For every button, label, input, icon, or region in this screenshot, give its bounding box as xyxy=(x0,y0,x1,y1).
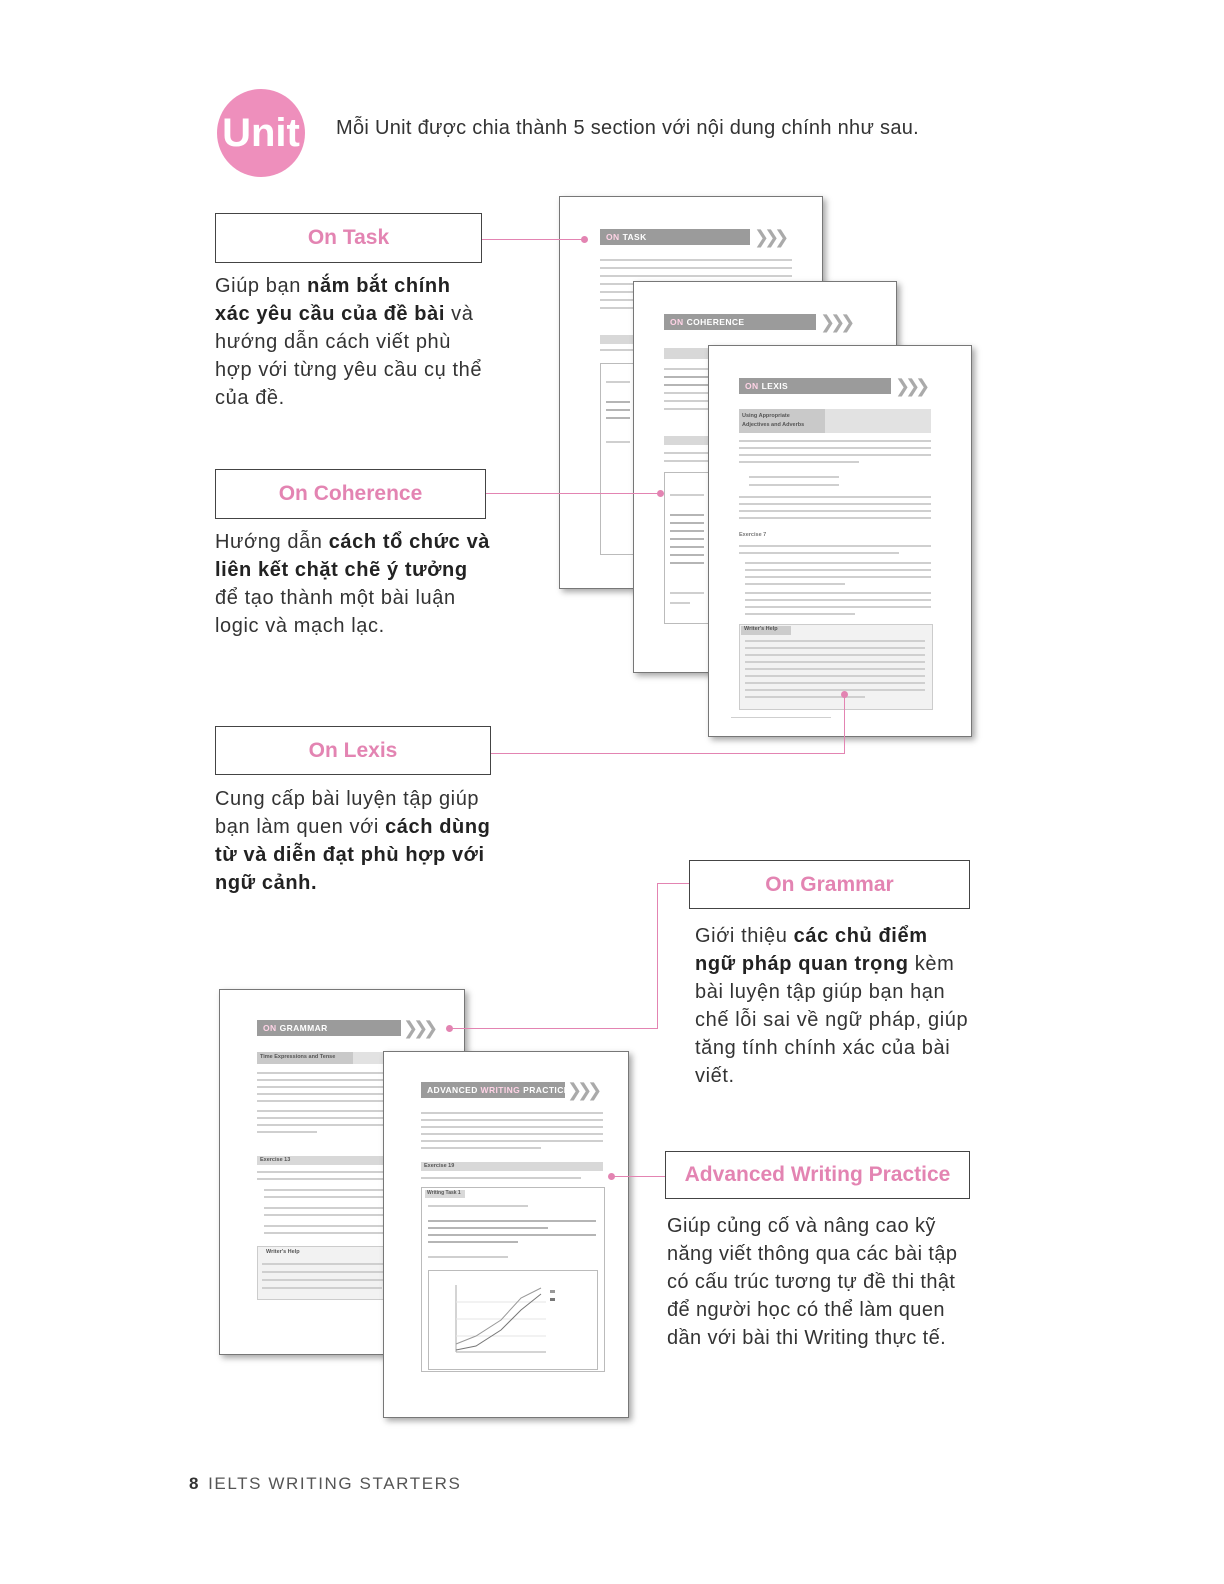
section-desc-on-task: Giúp bạn nắm bắt chính xác yêu cầu của đề bài và hướng dẫn cách viết phù hợp với từng yêu cầu cụ thể của đề. xyxy=(215,275,483,409)
chevron-icon: ❯❯❯ xyxy=(895,376,926,396)
connector-dot xyxy=(581,236,588,243)
connector-grammar-horizontal xyxy=(450,1028,658,1029)
connector-coherence xyxy=(486,493,660,494)
section-desc-advanced-writing-practice: Giúp củng cố và nâng cao kỹ năng viết thông qua các bài tập có cấu trúc tương tự đề thi thật để người học có thể làm quen dần với bài thi Writing thực tế. xyxy=(667,1215,958,1349)
connector-advanced xyxy=(611,1176,665,1177)
section-label-on-task: On Task xyxy=(215,213,482,263)
connector-task xyxy=(482,239,584,240)
section-desc-on-lexis: Cung cấp bài luyện tập giúp bạn làm quen với cách dùng từ và diễn đạt phù hợp với ngữ cảnh. xyxy=(215,788,491,894)
chevron-icon: ❯❯❯ xyxy=(403,1018,434,1038)
thumb-grammar-title-bar: ON GRAMMAR xyxy=(257,1020,401,1036)
thumb-coherence-title-bar: ON COHERENCE xyxy=(664,314,816,330)
thumbnail-advanced-writing-practice: ADVANCED WRITING PRACTICE ❯❯❯ Exercise 19 Writing Task 1 xyxy=(383,1051,629,1418)
mini-line-chart xyxy=(446,1280,586,1360)
thumb-advanced-title-bar: ADVANCED WRITING PRACTICE xyxy=(421,1082,565,1098)
section-desc-on-coherence: Hướng dẫn cách tổ chức và liên kết chặt chẽ ý tưởng để tạo thành một bài luận logic và mạch lạc. xyxy=(215,531,491,637)
section-desc-on-grammar: Giới thiệu các chủ điểm ngữ pháp quan trọng kèm bài luyện tập giúp bạn hạn chế lỗi sai về ngữ pháp, giúp tăng tính chính xác của bài viết. xyxy=(695,925,969,1087)
section-label-on-lexis: On Lexis xyxy=(215,726,491,775)
thumb-task-title-bar: ON TASK xyxy=(600,229,750,245)
unit-badge: Unit xyxy=(217,89,305,177)
connector-dot xyxy=(608,1173,615,1180)
connector-lexis xyxy=(491,753,845,754)
chevron-icon: ❯❯❯ xyxy=(754,227,785,247)
connector-grammar-vertical xyxy=(657,883,658,1029)
connector-dot xyxy=(446,1025,453,1032)
page-footer xyxy=(189,1474,461,1494)
connector-lexis-vertical xyxy=(844,693,845,754)
connector-dot xyxy=(841,691,848,698)
connector-dot xyxy=(657,490,664,497)
thumbnail-on-lexis: ON LEXIS ❯❯❯ Using Appropriate Adjectives and Adverbs Exercise 7 Writer's Help xyxy=(708,345,972,737)
thumbnail-on-grammar: ON GRAMMAR ❯❯❯ Time Expressions and Tense Exercise 13 Writer's Help xyxy=(219,989,465,1355)
chevron-icon: ❯❯❯ xyxy=(820,312,851,332)
thumb-lexis-title-bar: ON LEXIS xyxy=(739,378,891,394)
intro-text: Mỗi Unit được chia thành 5 section với nội dung chính như sau. xyxy=(336,117,920,139)
section-label-on-grammar: On Grammar xyxy=(689,860,970,909)
chevron-icon: ❯❯❯ xyxy=(567,1080,598,1100)
section-label-advanced-writing-practice: Advanced Writing Practice xyxy=(665,1151,970,1199)
section-label-on-coherence: On Coherence xyxy=(215,469,486,519)
page-number: 8 xyxy=(189,1474,201,1493)
book-title: IELTS WRITING STARTERS xyxy=(208,1474,462,1493)
connector-grammar xyxy=(658,883,689,884)
